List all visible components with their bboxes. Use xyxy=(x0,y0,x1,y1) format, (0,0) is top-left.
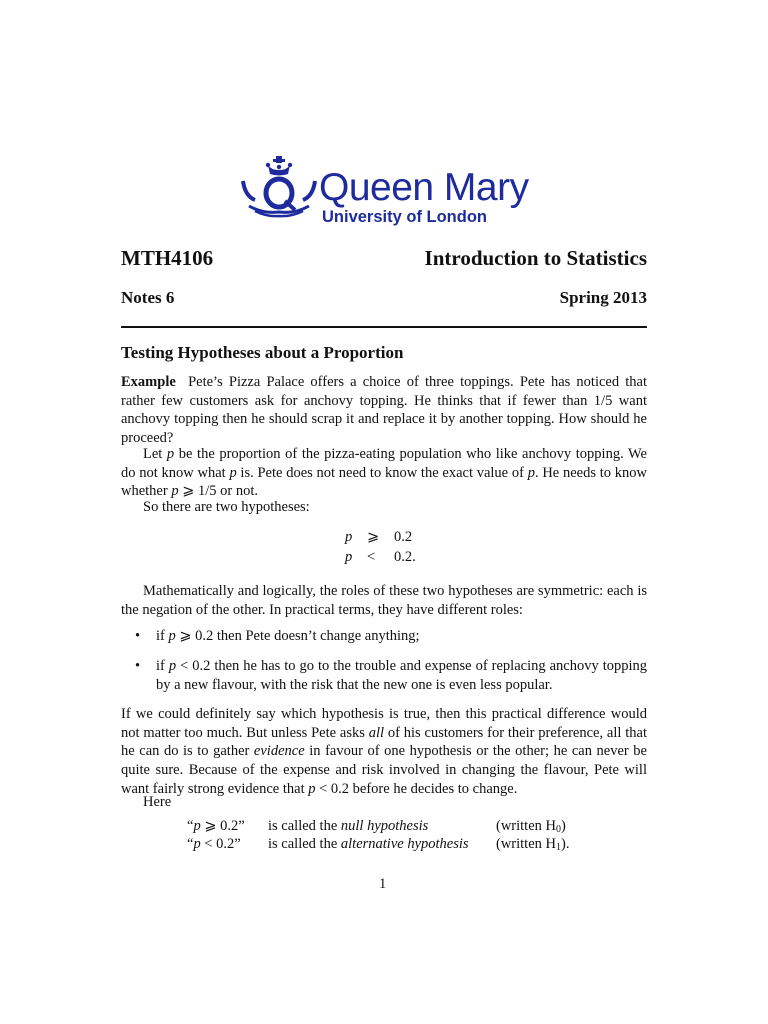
definition-term: alternative hypothesis xyxy=(340,836,469,852)
course-code: MTH4106 xyxy=(121,246,214,270)
page-number: 1 xyxy=(379,876,387,892)
math-var: p xyxy=(527,464,535,481)
text-run: if xyxy=(156,628,169,644)
text-run: if xyxy=(156,658,169,674)
evidence-paragraph xyxy=(121,705,647,799)
math-op: < xyxy=(367,549,376,565)
emphasis: all xyxy=(368,724,385,741)
crown-crest-icon xyxy=(241,156,317,218)
text-run: ) xyxy=(561,818,566,834)
example-paragraph xyxy=(121,373,647,448)
notes-label: Notes 6 xyxy=(121,288,175,307)
university-name: Queen Mary xyxy=(319,166,529,209)
definition-term: null hypothesis xyxy=(340,818,429,834)
header-row xyxy=(121,246,647,271)
text-run: is called the xyxy=(268,836,341,852)
math-var: p xyxy=(229,464,237,481)
definition-text xyxy=(268,818,428,835)
math-var: p xyxy=(168,658,177,674)
math-value: 0.2 xyxy=(394,529,413,545)
text-run: < 0.2 then he has to go to the trouble and expense of replacing anchovy topping by a new flavour, with the risk that the new one is even less popular. xyxy=(156,658,647,693)
definition-notation xyxy=(496,818,566,835)
math-op: ⩾ xyxy=(367,529,380,545)
math-var: p xyxy=(345,549,353,565)
text-run: (written H xyxy=(496,818,556,834)
hypotheses-intro: So there are two hypotheses: xyxy=(143,499,310,515)
text-run: is called the xyxy=(268,818,341,834)
math-var: p xyxy=(193,818,201,834)
math-var: p xyxy=(345,529,353,545)
math-var: p xyxy=(166,446,175,462)
example-label: Example xyxy=(121,374,176,390)
university-subtitle: University of London xyxy=(322,208,487,226)
text-run: . He needs to know whether xyxy=(121,464,647,500)
text-run: < 0.2 before he decides to change. xyxy=(315,780,518,797)
list-item xyxy=(135,627,647,646)
math-value: 0.2. xyxy=(394,549,416,565)
text-run: (written H xyxy=(496,836,556,852)
text-run: If we could definitely say which hypothesis is true, then this practical difference would not matter too much. But unless Pete asks xyxy=(121,706,647,741)
definition-text xyxy=(268,836,469,853)
example-text: Pete’s Pizza Palace offers a choice of three toppings. Pete has noticed that rather few customers ask for anchovy topping. He thinks that if fewer than 1/5 want anchovy topping then he should scrap it and replace it by another topping. How should he proceed? xyxy=(121,374,647,447)
text-run: be the proportion of the pizza-eating population who like anchovy topping. We do not know what xyxy=(121,446,647,481)
university-logo xyxy=(241,156,531,228)
subscript: 1 xyxy=(556,842,561,853)
text-run: ⩾ 0.2 then Pete doesn’t change anything; xyxy=(175,628,420,644)
text-run: “ xyxy=(187,818,194,834)
math-var: p xyxy=(171,483,179,500)
roles-paragraph: Mathematically and logically, the roles of these two hypotheses are symmetric: each is the negation of the other. In practical terms, they have different roles: xyxy=(121,583,647,618)
bullet-icon: • xyxy=(135,628,141,644)
course-title: Introduction to Statistics xyxy=(424,246,647,270)
subheader-row xyxy=(121,288,647,308)
math-var: p xyxy=(168,628,176,644)
math-var: p xyxy=(308,780,316,797)
text-run: of his customers for their preference, all that he can do is to gather xyxy=(121,724,647,760)
emphasis: evidence xyxy=(253,743,305,760)
definition-condition xyxy=(187,818,245,835)
text-run: Let xyxy=(143,446,167,462)
math-var: p xyxy=(193,836,201,852)
here-line: Here xyxy=(143,794,172,810)
definition-paragraph xyxy=(121,445,647,501)
bullet-icon: • xyxy=(135,658,141,674)
text-run: is. Pete does not need to know the exact value of xyxy=(236,464,528,481)
text-run: “ xyxy=(187,836,194,852)
text-run: in favour of one hypothesis or the other; he can never be quite sure. Because of the expense and risk involved in changing the flavour, Pete will want fairly strong evidence that xyxy=(121,743,647,797)
header-divider xyxy=(121,326,647,328)
section-heading: Testing Hypotheses about a Proportion xyxy=(121,343,404,362)
subscript: 0 xyxy=(556,824,561,835)
text-run: ). xyxy=(561,836,570,852)
text-run: < 0.2” xyxy=(200,836,241,852)
term-label: Spring 2013 xyxy=(559,288,647,307)
definition-condition xyxy=(187,836,241,853)
text-run: ⩾ 0.2” xyxy=(200,818,245,834)
list-item xyxy=(135,657,647,695)
text-run: ⩾ 1/5 or not. xyxy=(178,483,258,500)
definition-notation xyxy=(496,836,569,853)
